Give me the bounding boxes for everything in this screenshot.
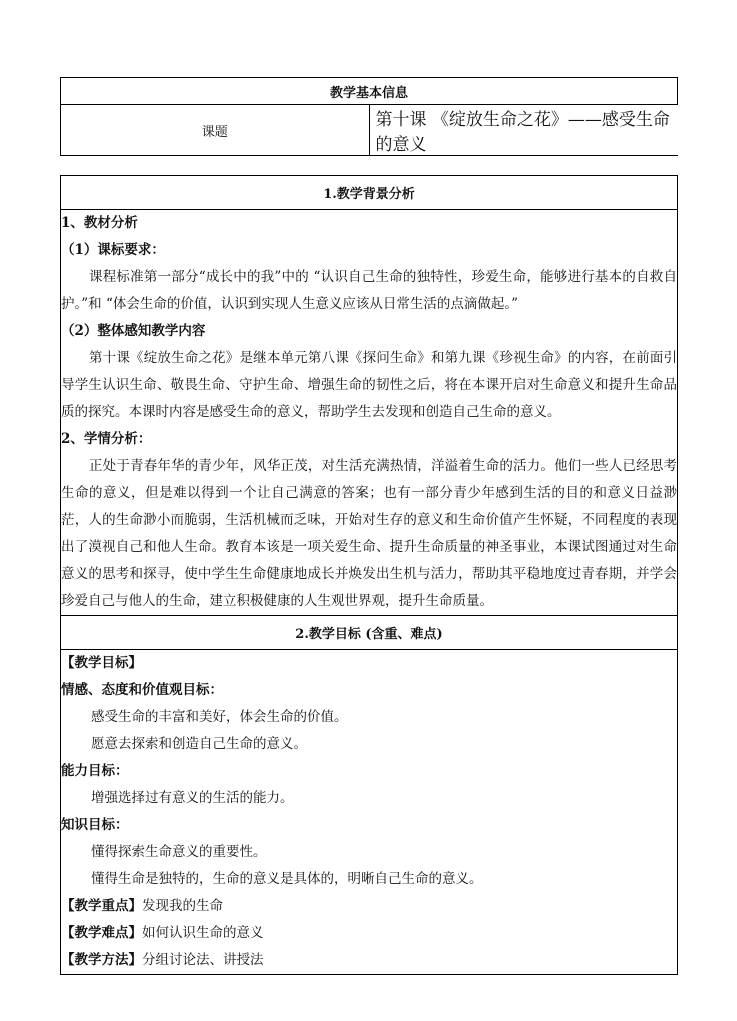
key-point-label: 【教学重点】: [61, 898, 142, 914]
learner-analysis-text: 正处于青春年华的青少年，风华正茂，对生活充满热情，洋溢着生命的活力。他们一些人已经思考生命的意义，但是难以得到一个让自己满意的答案；也有一部分青少年感到生活的目的和意义日益渺茫，人的生命渺小而脆弱，生活机械而乏味，开始对生存的意义和生命价值产生怀疑，不同程度的表现出了漠视自己和他人生命。教育本该是一项关爱生命、提升生命质量的神圣事业，本课试图通过对生命意义的思考和探寻，使中学生生命健康地成长并焕发出生机与活力，帮助其平稳地度过青春期，并学会珍爱自己与他人的生命，建立积极健康的人生观世界观，提升生命质量。: [61, 458, 677, 609]
basic-info-table: [60, 77, 678, 156]
method-value: 分组讨论法、讲授法: [142, 952, 264, 968]
emotion-goal-title: 情感、态度和价值观目标：: [61, 682, 223, 698]
standard-title: （1）课标要求：: [61, 242, 165, 258]
goals-section: [61, 650, 678, 975]
difficult-point-value: 如何认识生命的意义: [142, 925, 264, 941]
knowledge-goal-title: 知识目标：: [61, 817, 129, 833]
topic-label: 课题: [61, 105, 370, 156]
method-label: 【教学方法】: [61, 952, 142, 968]
goals-title: 【教学目标】: [61, 655, 142, 671]
method-row: [61, 947, 677, 974]
textbook-analysis-title: 1、教材分析: [61, 215, 138, 231]
background-header: 1.教学背景分析: [61, 176, 678, 210]
emotion-goal-item: 感受生命的丰富和美好，体会生命的价值。: [91, 709, 348, 725]
learner-analysis-title: 2、学情分析：: [61, 431, 152, 447]
knowledge-goal-item: 懂得生命是独特的，生命的意义是具体的，明晰自己生命的意义。: [91, 871, 483, 887]
content-title: （2）整体感知教学内容: [61, 323, 206, 339]
ability-goal-title: 能力目标：: [61, 763, 129, 779]
difficult-point-row: [61, 920, 677, 947]
key-point-row: [61, 893, 677, 920]
knowledge-goal-item: 懂得探索生命意义的重要性。: [91, 844, 267, 860]
topic-value: 第十课 《绽放生命之花》——感受生命的意义: [369, 105, 678, 156]
standard-text: 课程标准第一部分“成长中的我”中的 “认识自己生命的独特性，珍爱生命，能够进行基本的自救自护。”和 “体会生命的价值，认识到实现人生意义应该从日常生活的点滴做起。”: [61, 269, 677, 312]
emotion-goal-item: 愿意去探索和创造自己生命的意义。: [91, 736, 307, 752]
basic-info-header: 教学基本信息: [61, 78, 678, 105]
content-text: 第十课《绽放生命之花》是继本单元第八课《探问生命》和第九课《珍视生命》的内容，在前面引导学生认识生命、敬畏生命、守护生命、增强生命的韧性之后，将在本课开启对生命意义和提升生命品质的探究。本课时内容是感受生命的意义，帮助学生去发现和创造自己生命的意义。: [61, 350, 677, 420]
key-point-value: 发现我的生命: [142, 898, 223, 914]
ability-goal-item: 增强选择过有意义的生活的能力。: [91, 790, 294, 806]
background-section: [61, 210, 678, 616]
lesson-plan-table: [60, 175, 678, 975]
goals-header: 2.教学目标 (含重、难点): [61, 616, 678, 650]
difficult-point-label: 【教学难点】: [61, 925, 142, 941]
